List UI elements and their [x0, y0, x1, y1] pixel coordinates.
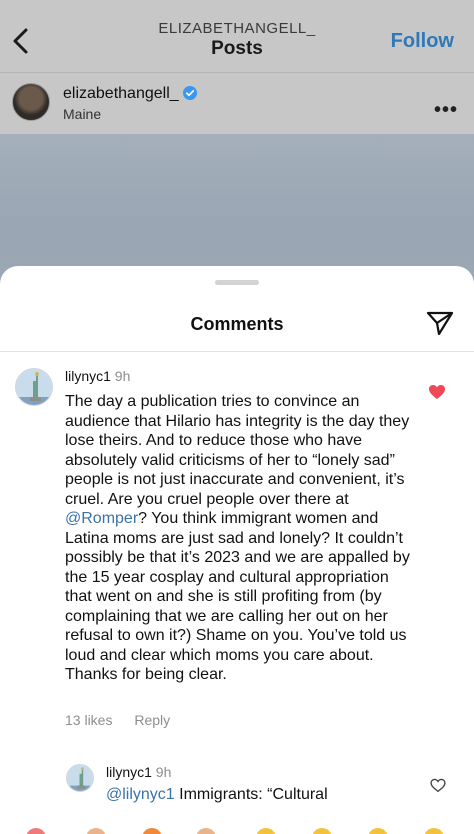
comment-meta: [65, 368, 130, 384]
post-location[interactable]: Maine: [63, 106, 102, 122]
comment-text: [65, 392, 417, 685]
sheet-grabber-handle[interactable]: [215, 280, 259, 285]
emoji-fire-icon[interactable]: [142, 828, 162, 834]
comment-reply-button[interactable]: Reply: [134, 712, 171, 728]
comment-mention-link[interactable]: @Romper: [65, 510, 139, 527]
reply-meta: [106, 764, 171, 780]
comment-time: 9h: [114, 368, 131, 384]
heart-outline-icon[interactable]: [430, 778, 446, 793]
comment-username[interactable]: lilynyc1: [65, 368, 111, 384]
post-author-avatar[interactable]: [12, 83, 50, 121]
send-icon[interactable]: [426, 310, 454, 336]
reply-text-content: Immigrants: “Cultural: [174, 786, 328, 803]
comments-sheet: [0, 266, 474, 834]
emoji-reaction-bar: [0, 826, 474, 834]
comment-text-part-1: The day a publication tries to convince an audience that Hilario has integrity is the day they lose theirs. And to reduce those who have absolutely valid criticisms of her to “lonely sad” people is not just inaccurate and convenient, it’s cruel. Are you cruel people over there at: [65, 393, 410, 508]
reply-avatar[interactable]: [66, 764, 94, 792]
reply-mention-link[interactable]: @lilynyc1: [106, 786, 175, 803]
emoji-laugh-icon[interactable]: [424, 828, 444, 834]
verified-badge-icon: [183, 86, 197, 100]
comment-actions: [65, 712, 188, 728]
heart-filled-icon[interactable]: [428, 384, 446, 400]
reply-text: [106, 785, 406, 805]
emoji-wow-icon[interactable]: [368, 828, 388, 834]
post-author-username[interactable]: [63, 85, 197, 103]
emoji-clap-icon[interactable]: [196, 828, 216, 834]
follow-button[interactable]: Follow: [390, 30, 454, 52]
statue-of-liberty-avatar-icon: [16, 369, 53, 406]
page-title: Posts: [211, 38, 263, 59]
emoji-heart-eyes-icon[interactable]: [26, 828, 46, 834]
header-username: ELIZABETHANGELL_: [158, 20, 316, 37]
emoji-cry-icon[interactable]: [256, 828, 276, 834]
statue-of-liberty-avatar-icon: [67, 765, 94, 792]
top-navigation-bar: [0, 0, 474, 72]
comments-title: Comments: [190, 314, 284, 334]
post-header: [0, 72, 474, 134]
post-author-name[interactable]: elizabethangell_: [63, 85, 179, 102]
more-icon[interactable]: •••: [433, 99, 458, 121]
post-image: [0, 134, 474, 284]
comment-avatar[interactable]: [15, 368, 53, 406]
emoji-hands-icon[interactable]: [86, 828, 106, 834]
emoji-smile-icon[interactable]: [312, 828, 332, 834]
reply-time: 9h: [155, 764, 172, 780]
reply-username[interactable]: lilynyc1: [106, 764, 152, 780]
comment-text-part-2: ? You think immigrant women and Latina moms are just sad and lonely? It couldn’t possibly be that it’s 2023 and we are appalled by the 15 year cosplay and cultural appropriation that went on and she is still profiting from (by complaining that we are calling her out on her refusal to own it?) Shame on you. You’ve told us loud and clear which moms you care about. Thanks for being clear.: [65, 510, 410, 683]
sheet-divider: [0, 351, 474, 352]
comment-likes-count[interactable]: 13 likes: [65, 712, 113, 728]
